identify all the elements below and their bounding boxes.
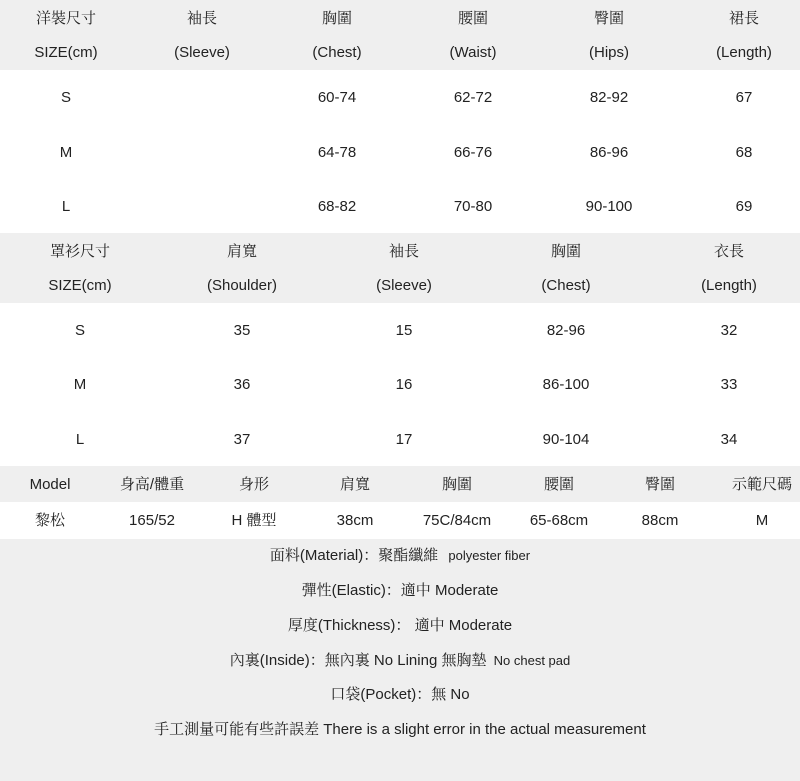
table-cell: 65-68cm [529, 512, 589, 529]
header-cell: 身形 [238, 476, 270, 493]
table-cell: 36 [233, 376, 251, 393]
header-cell: 肩寬 [339, 476, 371, 493]
table-row [0, 192, 800, 222]
table-cell: 34 [720, 431, 738, 448]
header-cell: (Sleeve) [174, 44, 230, 61]
table-cell: 67 [735, 89, 753, 106]
table-cell: 165/52 [129, 512, 175, 529]
header-cell: 肩寬 [226, 243, 258, 260]
header-cell: 腰圍 [543, 476, 575, 493]
measurement-error-note: 手工測量可能有些許誤差 There is a slight error in the actual measurement [154, 721, 646, 738]
shirt-header-cn-row [0, 237, 800, 267]
table-row [0, 316, 800, 346]
material-text: 面料(Material)：聚酯纖維 [269, 547, 439, 564]
header-cell: (Waist) [449, 44, 497, 61]
table-cell: 88cm [641, 512, 679, 529]
model-header-row [0, 470, 800, 500]
header-cell: 洋裝尺寸 [35, 10, 97, 27]
header-cell: 身高/體重 [119, 476, 185, 493]
inside-text: 內裏(Inside)：無內裏 No Lining 無胸墊 [229, 652, 487, 669]
header-cell: 臀圍 [593, 10, 625, 27]
table-cell: 68-82 [317, 198, 357, 215]
header-cell: Model [29, 476, 71, 493]
table-cell: 66-76 [453, 144, 493, 161]
table-cell: 82-96 [546, 322, 586, 339]
table-row [0, 83, 800, 113]
header-cell: 袖長 [186, 10, 218, 27]
table-cell: 62-72 [453, 89, 493, 106]
chest-pad-text: No chest pad [493, 653, 571, 668]
header-cell: SIZE(cm) [48, 277, 112, 294]
size-cell: L [75, 431, 85, 448]
size-cell: L [61, 198, 71, 215]
thickness-line: 厚度(Thickness)： 適中 Moderate [287, 617, 513, 634]
table-cell: 86-96 [589, 144, 629, 161]
header-cell: (Chest) [541, 277, 591, 294]
header-cell: 示範尺碼 [731, 476, 793, 493]
header-cell: 罩衫尺寸 [49, 243, 111, 260]
size-cell: S [60, 89, 72, 106]
table-cell: 16 [395, 376, 413, 393]
table-row [0, 370, 800, 400]
size-cell: M [73, 376, 87, 393]
table-cell: 64-78 [317, 144, 357, 161]
table-cell: 37 [233, 431, 251, 448]
inside-line [0, 648, 800, 674]
table-cell: 90-100 [585, 198, 633, 215]
table-cell: 75C/84cm [422, 512, 492, 529]
table-cell: 70-80 [453, 198, 493, 215]
table-cell: 38cm [336, 512, 374, 529]
dress-header-cn-row [0, 4, 800, 34]
header-cell: (Hips) [589, 44, 629, 61]
table-row [0, 506, 800, 536]
header-cell: 胸圍 [441, 476, 473, 493]
header-cell: 臀圍 [644, 476, 676, 493]
header-cell: 腰圍 [457, 10, 489, 27]
table-cell: M [755, 512, 769, 529]
table-cell: 86-100 [542, 376, 590, 393]
table-cell: 82-92 [589, 89, 629, 106]
table-cell: 32 [720, 322, 738, 339]
elastic-line: 彈性(Elastic)：適中 Moderate [301, 582, 499, 599]
shirt-header-en-row [0, 271, 800, 301]
header-cell: 衣長 [713, 243, 745, 260]
table-cell: 90-104 [542, 431, 590, 448]
dress-header-en-row [0, 38, 800, 68]
header-cell: SIZE(cm) [34, 44, 98, 61]
table-cell: 60-74 [317, 89, 357, 106]
header-cell: (Shoulder) [206, 277, 278, 294]
size-cell: S [74, 322, 86, 339]
table-cell: 68 [735, 144, 753, 161]
table-row [0, 425, 800, 455]
fabric-info-section [0, 539, 800, 781]
table-row [0, 138, 800, 168]
header-cell: (Sleeve) [376, 277, 432, 294]
header-cell: (Chest) [312, 44, 362, 61]
header-cell: 裙長 [728, 10, 760, 27]
header-cell: 胸圍 [550, 243, 582, 260]
header-cell: (Length) [701, 277, 757, 294]
table-cell: 69 [735, 198, 753, 215]
material-line [0, 543, 800, 569]
header-cell: 袖長 [388, 243, 420, 260]
table-cell: 35 [233, 322, 251, 339]
table-cell: 15 [395, 322, 413, 339]
table-cell: 黎松 [34, 512, 66, 529]
material-en-text: polyester fiber [448, 548, 531, 563]
table-cell: H 體型 [231, 512, 277, 529]
header-cell: (Length) [716, 44, 772, 61]
size-cell: M [59, 144, 73, 161]
table-cell: 33 [720, 376, 738, 393]
header-cell: 胸圍 [321, 10, 353, 27]
pocket-line: 口袋(Pocket)：無 No [330, 686, 470, 703]
table-cell: 17 [395, 431, 413, 448]
